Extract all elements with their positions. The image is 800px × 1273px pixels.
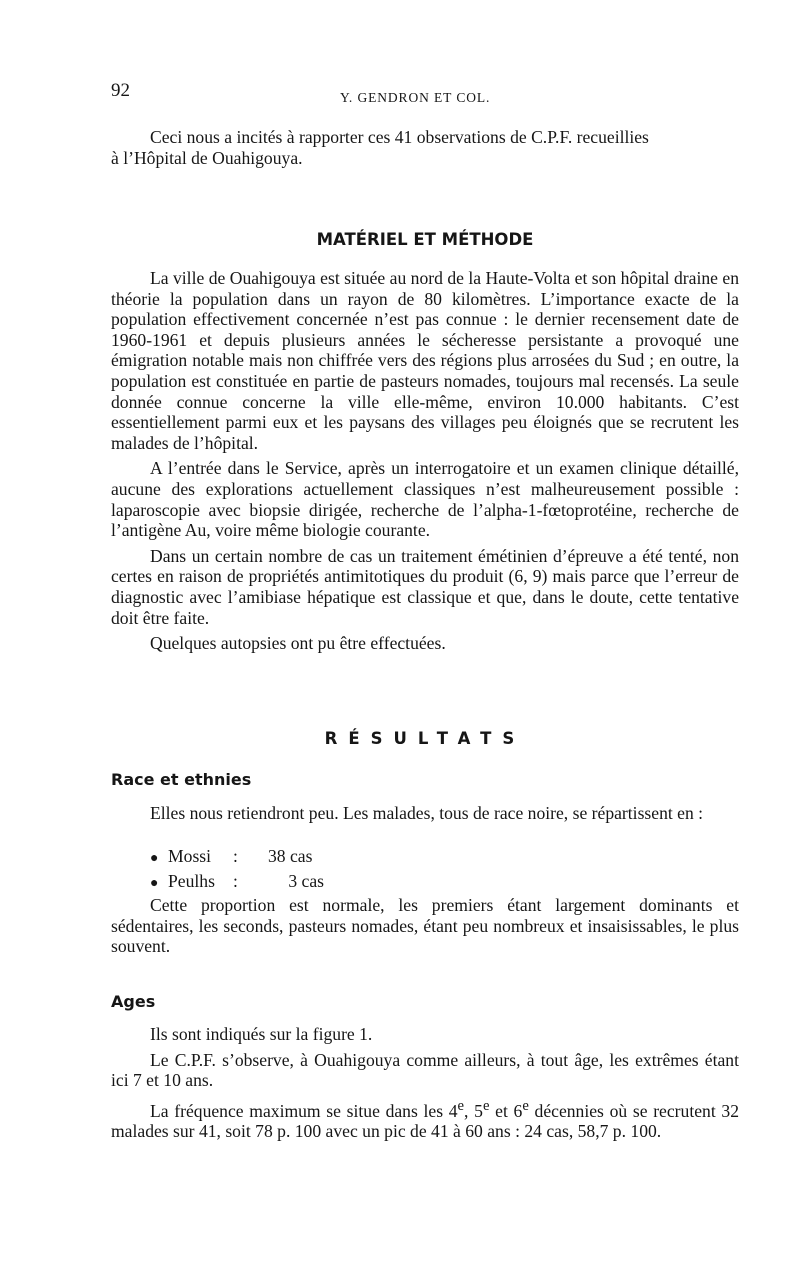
subheading-race: Race et ethnies <box>111 770 252 789</box>
ordinal-sup: e <box>522 1097 529 1114</box>
materiel-paragraph: Dans un certain nombre de cas un traitement émétinien d’épreuve a été tenté, non certes en raison de propriétés antimitotiques du produit (6, 9) mais parce que l’erreur de diagnostic avec l’amibiase hépatique est classique et que, dans le doute, cette tentative doit être faite. <box>111 545 739 628</box>
bullet-colon: : <box>233 871 238 891</box>
bullet-count: 38 cas <box>268 846 313 866</box>
section-title-resultats: RÉSULTATS <box>324 729 526 748</box>
ages-paragraph: Le C.P.F. s’observe, à Ouahigouya comme ailleurs, à tout âge, les extrêmes étant ici 7 et 10 ans. <box>111 1049 739 1091</box>
ages-text: décennies où se recrutent 32 malades sur 41, soit 78 p. 100 avec un pic de 41 à 60 ans : 24 cas, 58,7 p. 100. <box>111 1100 739 1142</box>
bullet-name: Peulhs <box>168 871 215 891</box>
ages-body <box>111 1024 739 1142</box>
running-head: Y. GENDRON ET COL. <box>340 90 491 105</box>
ordinal-sup: e <box>482 1097 490 1114</box>
subheading-ages: Ages <box>111 992 156 1011</box>
ages-text: , 5 <box>464 1100 483 1121</box>
materiel-body <box>111 268 739 654</box>
ordinal-sup: e <box>457 1097 465 1114</box>
race-after-text: Cette proportion est normale, les premiers étant largement dominants et sédentaires, les seconds, pasteurs nomades, étant peu nombreux et insaisissables, le plus souvent. <box>111 895 739 957</box>
race-after <box>111 895 739 957</box>
materiel-paragraph: Quelques autopsies ont pu être effectuées. <box>150 633 446 654</box>
bullet-dot: ● <box>150 876 159 891</box>
ages-text: La fréquence maximum se situe dans les 4 <box>150 1100 458 1121</box>
race-intro-text: Elles nous retiendront peu. Les malades, tous de race noire, se répartissent en : <box>150 803 704 823</box>
bullet-name: Mossi <box>168 846 212 866</box>
materiel-paragraph: La ville de Ouahigouya est située au nord de la Haute-Volta et son hôpital draine en théorie la population dans un rayon de 80 kilomètres. L’importance exacte de la population effectivement concernée n’est pas connue : le dernier recensement date de 1960-1961 et depuis plusieurs années le sécheresse persistante a provoqué une émigration notable mais non chiffrée vers des régions plus arrosées du Sud ; en outre, la population est constituée en partie de pasteurs nomades, toujours mal recensés. La seule donnée connue concerne la ville elle-même, environ 10.000 habitants. C’est essentiellement parmi eux et les paysans des villages peu éloignés que se recrutent les malades de l’hôpital. <box>111 268 739 453</box>
bullet-dot: ● <box>150 851 159 866</box>
intro-line-1: Ceci nous a incités à rapporter ces 41 observations de C.P.F. recueillies <box>150 127 649 147</box>
ages-text: et 6 <box>489 1100 523 1121</box>
page-number: 92 <box>111 80 130 101</box>
intro-paragraph <box>111 127 739 168</box>
bullet-item-mossi <box>150 846 324 870</box>
bullet-colon: : <box>233 846 238 866</box>
intro-line-2: à l’Hôpital de Ouahigouya. <box>111 147 303 168</box>
materiel-paragraph: A l’entrée dans le Service, après un interrogatoire et un examen clinique détaillé, aucune des explorations actuellement classiques n’est malheureusement possible : laparoscopie avec biopsie dirigée, recherche de l’alpha-1-fœtoprotéine, recherche de l’antigène Au, voire même biologie courante. <box>111 458 739 541</box>
bullet-item-peulhs <box>150 871 330 895</box>
ages-paragraph: Ils sont indiqués sur la figure 1. <box>150 1024 373 1044</box>
ages-paragraph-last <box>111 1096 739 1142</box>
race-intro <box>111 803 739 824</box>
bullet-count: 3 cas <box>288 871 324 891</box>
section-title-materiel: MATÉRIEL ET MÉTHODE <box>316 230 534 249</box>
